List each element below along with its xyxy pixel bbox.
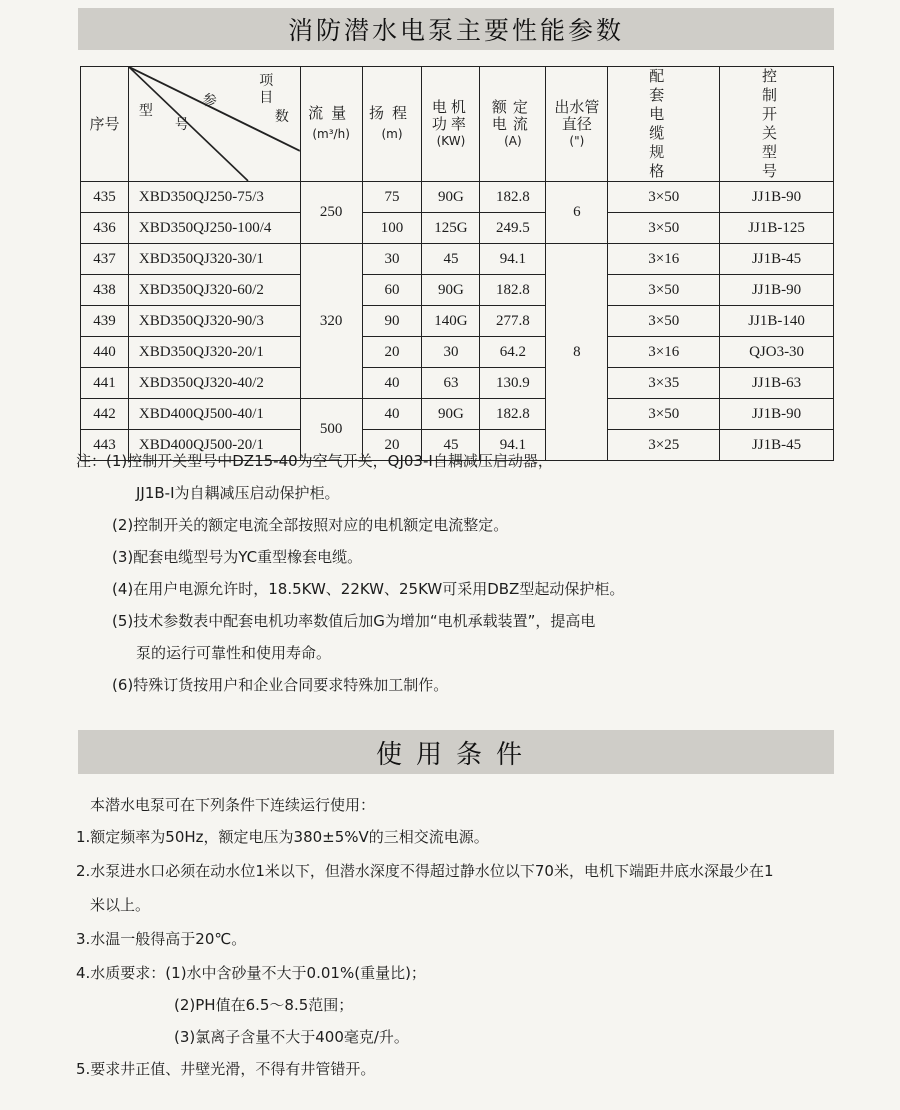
condition-4-line-2: (2)PH值在6.5～8.5范围； bbox=[174, 996, 354, 1014]
cell-seq: 437 bbox=[81, 244, 129, 275]
cell-switch: JJ1B-45 bbox=[720, 430, 834, 461]
header-flow: 流量 (m³/h) bbox=[300, 67, 362, 182]
note-1-line-2: JJ1B-I为自耦减压启动保护柜。 bbox=[136, 484, 340, 502]
cell-cable: 3×50 bbox=[608, 213, 720, 244]
cell-switch: JJ1B-63 bbox=[720, 368, 834, 399]
cell-seq: 443 bbox=[81, 430, 129, 461]
cell-power: 45 bbox=[422, 244, 480, 275]
cell-power: 90G bbox=[422, 275, 480, 306]
cell-cable: 3×25 bbox=[608, 430, 720, 461]
header-param: 参 bbox=[202, 93, 217, 109]
cell-head: 40 bbox=[362, 368, 422, 399]
note-5-line-1: (5)技术参数表中配套电机功率数值后加G为增加“电机承载装置”，提高电 bbox=[112, 612, 596, 630]
cell-cable: 3×16 bbox=[608, 244, 720, 275]
cell-model: XBD350QJ250-100/4 bbox=[128, 213, 300, 244]
cell-head: 60 bbox=[362, 275, 422, 306]
header-hao: 号 bbox=[174, 117, 189, 133]
note-5-line-2: 泵的运行可靠性和使用寿命。 bbox=[136, 644, 332, 662]
condition-2-line-2: 米以上。 bbox=[90, 896, 151, 914]
cell-switch: JJ1B-90 bbox=[720, 399, 834, 430]
cell-power: 63 bbox=[422, 368, 480, 399]
cell-model: XBD350QJ320-40/2 bbox=[128, 368, 300, 399]
condition-4-line-1: 4.水质要求：(1)水中含砂量不大于0.01%(重量比)； bbox=[76, 964, 426, 982]
cell-power: 125G bbox=[422, 213, 480, 244]
condition-1: 1.额定频率为50Hz，额定电压为380±5%V的三相交流电源。 bbox=[76, 828, 489, 846]
cell-power: 140G bbox=[422, 306, 480, 337]
table-row bbox=[81, 275, 834, 306]
cell-head: 90 bbox=[362, 306, 422, 337]
table-row bbox=[81, 244, 834, 275]
table-header-row bbox=[81, 67, 834, 182]
cell-flow: 320 bbox=[300, 244, 362, 399]
header-seq: 序号 bbox=[81, 67, 129, 182]
cell-current: 249.5 bbox=[480, 213, 546, 244]
cell-current: 94.1 bbox=[480, 430, 546, 461]
cell-model: XBD350QJ320-30/1 bbox=[128, 244, 300, 275]
header-item: 项目 bbox=[259, 73, 288, 106]
cell-model: XBD400QJ500-20/1 bbox=[128, 430, 300, 461]
cell-power: 30 bbox=[422, 337, 480, 368]
cell-head: 30 bbox=[362, 244, 422, 275]
header-cable: 配套电缆规格 bbox=[608, 67, 720, 182]
cell-model: XBD350QJ320-60/2 bbox=[128, 275, 300, 306]
cell-cable: 3×35 bbox=[608, 368, 720, 399]
table-row bbox=[81, 213, 834, 244]
cell-cable: 3×16 bbox=[608, 337, 720, 368]
cell-switch: JJ1B-45 bbox=[720, 244, 834, 275]
cell-head: 20 bbox=[362, 337, 422, 368]
cell-current: 182.8 bbox=[480, 182, 546, 213]
cell-seq: 442 bbox=[81, 399, 129, 430]
conditions-intro: 本潜水电泵可在下列条件下连续运行使用： bbox=[90, 796, 376, 814]
cell-cable: 3×50 bbox=[608, 306, 720, 337]
table-row bbox=[81, 399, 834, 430]
header-type: 型 bbox=[138, 103, 153, 119]
cell-seq: 436 bbox=[81, 213, 129, 244]
cell-power: 90G bbox=[422, 182, 480, 213]
cell-current: 182.8 bbox=[480, 399, 546, 430]
cell-current: 94.1 bbox=[480, 244, 546, 275]
header-current: 额定电流 (A) bbox=[480, 67, 546, 182]
cell-model: XBD350QJ320-90/3 bbox=[128, 306, 300, 337]
cell-cable: 3×50 bbox=[608, 275, 720, 306]
performance-table bbox=[80, 66, 834, 461]
header-num: 数 bbox=[274, 109, 289, 125]
table-row bbox=[81, 368, 834, 399]
cell-outlet: 8 bbox=[546, 244, 608, 461]
cell-model: XBD400QJ500-40/1 bbox=[128, 399, 300, 430]
note-6: (6)特殊订货按用户和企业合同要求特殊加工制作。 bbox=[112, 676, 449, 694]
cell-outlet: 6 bbox=[546, 182, 608, 244]
cell-head: 20 bbox=[362, 430, 422, 461]
cell-flow: 250 bbox=[300, 182, 362, 244]
cell-head: 100 bbox=[362, 213, 422, 244]
header-head: 扬程 (m) bbox=[362, 67, 422, 182]
cell-cable: 3×50 bbox=[608, 182, 720, 213]
cell-seq: 439 bbox=[81, 306, 129, 337]
condition-5: 5.要求井正值、井壁光滑，不得有井管错开。 bbox=[76, 1060, 376, 1078]
cell-power: 45 bbox=[422, 430, 480, 461]
cell-current: 64.2 bbox=[480, 337, 546, 368]
table-row bbox=[81, 337, 834, 368]
cell-current: 277.8 bbox=[480, 306, 546, 337]
condition-4-line-3: (3)氯离子含量不大于400毫克/升。 bbox=[174, 1028, 409, 1046]
cell-seq: 441 bbox=[81, 368, 129, 399]
cell-switch: JJ1B-140 bbox=[720, 306, 834, 337]
section-title: 使用条件 bbox=[78, 730, 834, 774]
condition-3: 3.水温一般得高于20℃。 bbox=[76, 930, 247, 948]
condition-2-line-1: 2.水泵进水口必须在动水位1米以下，但潜水深度不得超过静水位以下70米，电机下端距井底水深最少在1 bbox=[76, 862, 774, 880]
cell-head: 40 bbox=[362, 399, 422, 430]
cell-seq: 435 bbox=[81, 182, 129, 213]
note-3: (3)配套电缆型号为YC重型橡套电缆。 bbox=[112, 548, 363, 566]
cell-switch: JJ1B-90 bbox=[720, 182, 834, 213]
cell-seq: 438 bbox=[81, 275, 129, 306]
cell-model: XBD350QJ320-20/1 bbox=[128, 337, 300, 368]
cell-switch: JJ1B-90 bbox=[720, 275, 834, 306]
note-1-line-1: 注：(1)控制开关型号中DZ15-40为空气开关，QJ03-I自耦减压启动器， bbox=[76, 452, 553, 470]
header-outlet: 出水管直径 (") bbox=[546, 67, 608, 182]
cell-switch: QJO3-30 bbox=[720, 337, 834, 368]
cell-flow: 500 bbox=[300, 399, 362, 461]
cell-current: 130.9 bbox=[480, 368, 546, 399]
cell-head: 75 bbox=[362, 182, 422, 213]
header-switch: 控制开关型号 bbox=[720, 67, 834, 182]
cell-switch: JJ1B-125 bbox=[720, 213, 834, 244]
note-2: (2)控制开关的额定电流全部按照对应的电机额定电流整定。 bbox=[112, 516, 509, 534]
cell-seq: 440 bbox=[81, 337, 129, 368]
cell-model: XBD350QJ250-75/3 bbox=[128, 182, 300, 213]
table-row bbox=[81, 306, 834, 337]
header-power: 电机功率 (KW) bbox=[422, 67, 480, 182]
header-model-diagonal bbox=[128, 67, 300, 182]
cell-cable: 3×50 bbox=[608, 399, 720, 430]
page-title: 消防潜水电泵主要性能参数 bbox=[78, 8, 834, 50]
table-row bbox=[81, 182, 834, 213]
cell-current: 182.8 bbox=[480, 275, 546, 306]
cell-power: 90G bbox=[422, 399, 480, 430]
note-4: (4)在用户电源允许时，18.5KW、22KW、25KW可采用DBZ型起动保护柜。 bbox=[112, 580, 625, 598]
